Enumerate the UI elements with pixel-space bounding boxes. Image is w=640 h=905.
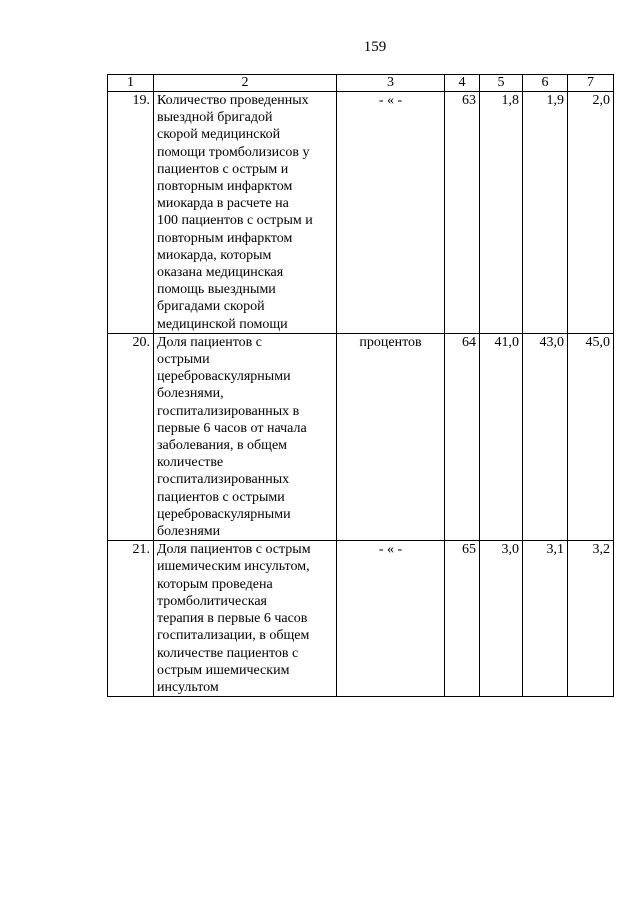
table-row (108, 541, 614, 697)
indicator-name-line: скорой медицинской (157, 127, 281, 143)
row-number: 20. (108, 333, 154, 540)
indicator-name-line: острым ишемическим (157, 662, 290, 678)
value-col5: 41,0 (480, 333, 523, 540)
indicator-name-line: миокарда в расчете на (157, 196, 289, 212)
indicator-name-line: инсультом (157, 679, 219, 695)
row-number: 21. (108, 541, 154, 697)
indicator-name-line: болезнями, (157, 386, 224, 402)
unit: процентов (337, 333, 445, 540)
value-col5: 3,0 (480, 541, 523, 697)
indicator-name-line: Доля пациентов с острым (157, 542, 311, 558)
indicator-name-line: количестве пациентов с (157, 645, 299, 661)
indicator-name-line: которым проведена (157, 576, 273, 592)
code: 65 (445, 541, 480, 697)
indicator-name-line: цереброваскулярными (157, 506, 291, 522)
indicator-name-line: повторным инфарктом (157, 179, 293, 195)
unit: - « - (337, 92, 445, 334)
value-col6: 1,9 (523, 92, 568, 334)
code: 64 (445, 333, 480, 540)
indicator-name (154, 92, 337, 334)
header-cell-2: 2 (154, 75, 337, 92)
indicator-name (154, 541, 337, 697)
header-row (108, 75, 614, 92)
indicator-name-line: терапия в первые 6 часов (157, 611, 308, 627)
value-col5: 1,8 (480, 92, 523, 334)
indicator-name-line: ишемическим инсультом, (157, 559, 310, 575)
indicator-name-line: оказана медицинская (157, 265, 284, 281)
row-number: 19. (108, 92, 154, 334)
indicator-name-line: помощи тромболизисов у (157, 144, 310, 160)
indicator-name-line: тромболитическая (157, 593, 267, 609)
indicator-name-line: бригадами скорой (157, 299, 265, 315)
indicator-name-line: Количество проведенных (157, 93, 309, 108)
header-cell-3: 3 (337, 75, 445, 92)
indicators-table (107, 74, 614, 697)
indicator-name-line: помощь выездными (157, 282, 276, 298)
indicator-name-line: Доля пациентов с (157, 334, 262, 350)
indicator-name-line: первые 6 часов от начала (157, 420, 307, 436)
header-cell-4: 4 (445, 75, 480, 92)
indicator-name-line: выездной бригадой (157, 110, 273, 126)
indicator-name-line: медицинской помощи (157, 316, 288, 332)
page-number: 159 (363, 39, 387, 55)
table-row (108, 333, 614, 540)
value-col6: 43,0 (523, 333, 568, 540)
table-row (108, 92, 614, 334)
indicator-name-line: острыми (157, 352, 210, 368)
indicator-name-line: болезнями (157, 524, 221, 540)
header-cell-6: 6 (523, 75, 568, 92)
indicator-name (154, 333, 337, 540)
header-cell-7: 7 (568, 75, 614, 92)
value-col7: 3,2 (568, 541, 614, 697)
value-col7: 2,0 (568, 92, 614, 334)
unit: - « - (337, 541, 445, 697)
value-col7: 45,0 (568, 333, 614, 540)
indicator-name-line: пациентов с острым и (157, 161, 289, 177)
indicator-name-line: количестве (157, 455, 224, 471)
indicator-name-line: заболевания, в общем (157, 438, 288, 454)
indicator-name-line: госпитализированных в (157, 403, 300, 419)
header-cell-1: 1 (108, 75, 154, 92)
indicator-name-line: повторным инфарктом (157, 230, 293, 246)
indicator-name-line: госпитализации, в общем (157, 628, 310, 644)
indicator-name-line: миокарда, которым (157, 247, 272, 263)
indicator-name-line: 100 пациентов с острым и (157, 213, 313, 229)
indicator-name-line: пациентов с острыми (157, 489, 285, 505)
indicator-name-line: госпитализированных (157, 472, 290, 488)
value-col6: 3,1 (523, 541, 568, 697)
code: 63 (445, 92, 480, 334)
header-cell-5: 5 (480, 75, 523, 92)
indicator-name-line: цереброваскулярными (157, 369, 291, 385)
